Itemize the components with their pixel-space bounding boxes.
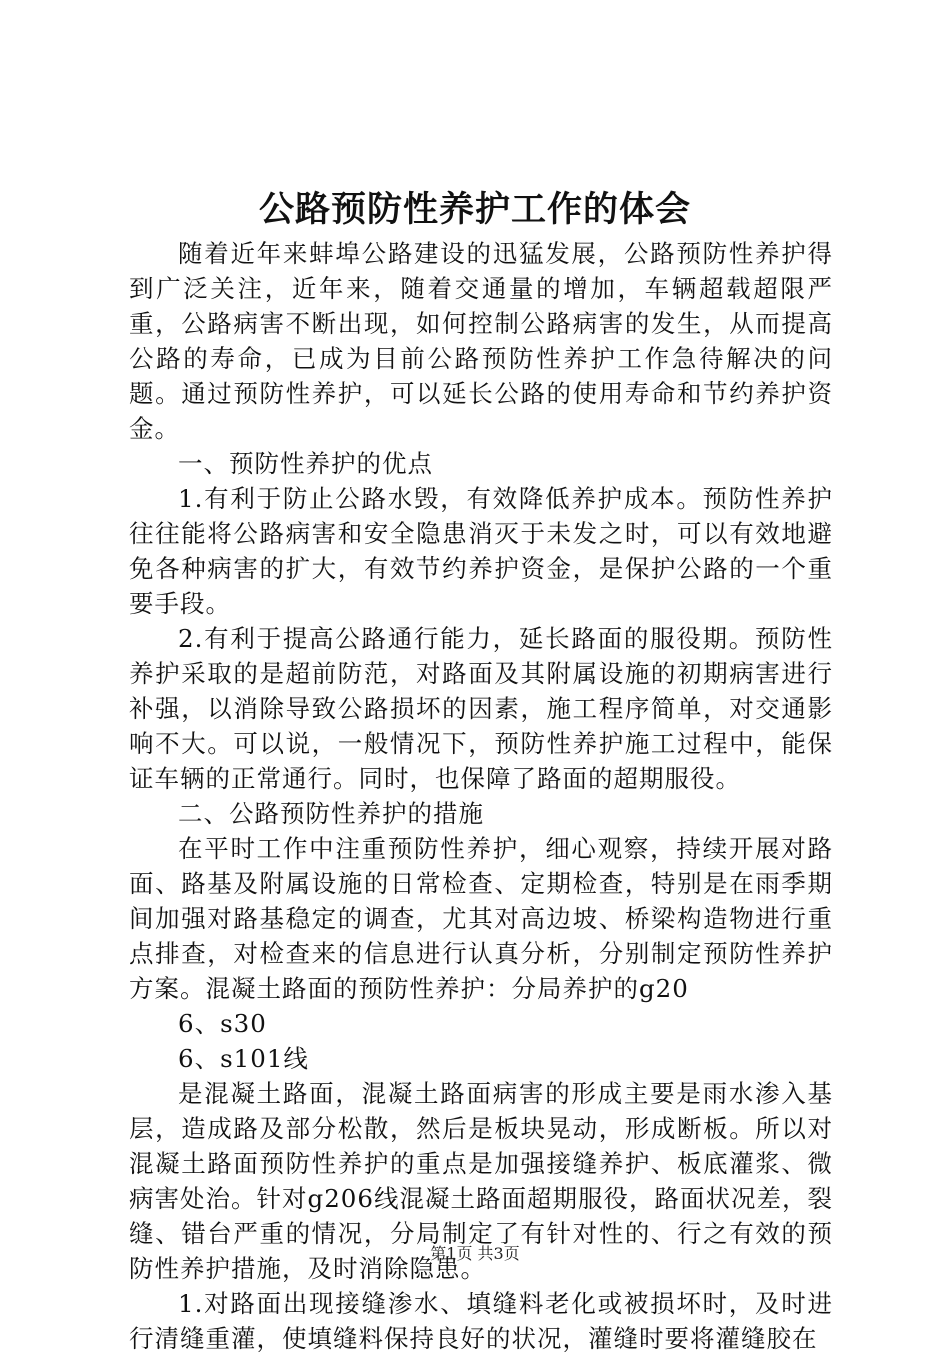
section-heading-advantages: 一、预防性养护的优点 — [178, 449, 433, 478]
paragraph-concrete-pavement: 是混凝土路面，混凝土路面病害的形成主要是雨水渗入基层，造成路及部分松散，然后是板块晃动，形成断板。所以对混凝土路面预防性养护的重点是加强接缝养护、板底灌浆、微病害处治。针对g206线混凝土路面超期服役，路面状况差，裂缝、错台严重的情况，分局制定了有针对性的、行之有效的预防性养护措施，及时消除隐患。 — [129, 1079, 833, 1283]
paragraph-road-s101: 6、s101线 — [178, 1044, 309, 1073]
page-footer: 第1页 共3页 — [430, 1244, 520, 1263]
paragraph-advantage-1: 1.有利于防止公路水毁，有效降低养护成本。预防性养护往往能将公路病害和安全隐患消灭于未发之时，可以有效地避免各种病害的扩大，有效节约养护资金，是保护公路的一个重要手段。 — [129, 484, 833, 618]
paragraph-measures: 在平时工作中注重预防性养护，细心观察，持续开展对路面、路基及附属设施的日常检查、定期检查，特别是在雨季期间加强对路基稳定的调查，尤其对高边坡、桥梁构造物进行重点排查，对检查来的信息进行认真分析，分别制定预防性养护方案。混凝土路面的预防性养护：分局养护的g20 — [129, 834, 833, 1003]
document-body — [129, 236, 833, 1356]
section-heading-measures: 二、公路预防性养护的措施 — [178, 799, 484, 828]
paragraph-intro: 随着近年来蚌埠公路建设的迅猛发展，公路预防性养护得到广泛关注，近年来，随着交通量的增加，车辆超载超限严重，公路病害不断出现，如何控制公路病害的发生，从而提高公路的寿命，已成为目前公路预防性养护工作急待解决的问题。通过预防性养护，可以延长公路的使用寿命和节约养护资金。 — [129, 239, 833, 443]
paragraph-advantage-2: 2.有利于提高公路通行能力，延长路面的服役期。预防性养护采取的是超前防范，对路面及其附属设施的初期病害进行补强，以消除导致公路损坏的因素，施工程序简单，对交通影响不大。可以说，一般情况下，预防性养护施工过程中，能保证车辆的正常通行。同时，也保障了路面的超期服役。 — [129, 624, 833, 793]
paragraph-joint-resealing: 1.对路面出现接缝渗水、填缝料老化或被损坏时，及时进行清缝重灌，使填缝料保持良好的状况，灌缝时要将灌缝胶在 — [129, 1289, 833, 1353]
paragraph-road-s30: 6、s30 — [178, 1009, 267, 1038]
document-title: 公路预防性养护工作的体会 — [258, 189, 691, 230]
